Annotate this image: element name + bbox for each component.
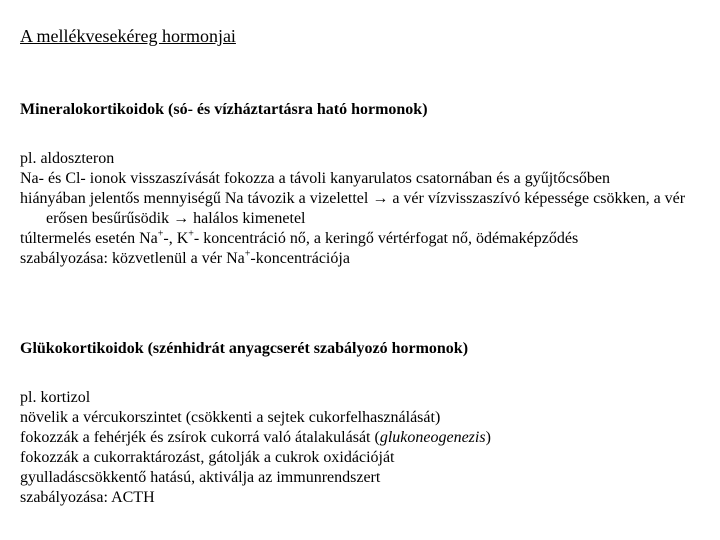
gluco-line-gluconeogenesis xyxy=(20,428,700,448)
mineral-regulation-sup: + xyxy=(244,248,251,260)
gluco-line-antiinflammatory: gyulladáscsökkentő hatású, aktiválja az immunrendszert xyxy=(20,469,381,486)
gluco-gluconeogenesis-text-a: fokozzák a fehérjék és zsírok cukorrá való átalakulását ( xyxy=(20,429,380,446)
mineralocorticoid-text-block xyxy=(20,149,700,269)
mineral-line-deficiency: hiányában jelentős mennyiségű Na távozik a vizelettel → a vér vízvisszaszívó képessége csökken, a vér erősen besűrűsödik → halálos kimenetel xyxy=(20,190,686,227)
mineralocorticoid-heading: Mineralokortikoidok (só- és vízháztartásra ható hormonok) xyxy=(20,101,428,118)
mineral-overproduction-sup-1: + xyxy=(157,228,164,240)
mineral-line-example: pl. aldoszteron xyxy=(20,150,115,167)
gluco-gluconeogenesis-text-b: ) xyxy=(485,429,491,446)
mineral-regulation-text-a: szabályozása: közvetlenül a vér Na xyxy=(20,250,245,267)
gluco-line-storage: fokozzák a cukorraktározást, gátolják a cukrok oxidációját xyxy=(20,449,395,466)
mineral-line-regulation xyxy=(20,249,700,269)
mineral-overproduction-sup-2: + xyxy=(188,228,194,240)
mineral-overproduction-text-b: -, K xyxy=(163,230,189,247)
mineral-line-overproduction xyxy=(20,229,700,249)
gluco-line-example: pl. kortizol xyxy=(20,389,91,406)
mineral-regulation-text-b: -koncentrációja xyxy=(250,250,350,267)
gluco-line-blood-sugar: növelik a vércukorszintet (csökkenti a sejtek cukorfelhasználását) xyxy=(20,409,441,426)
gluco-gluconeogenesis-italic: glukoneogenezis xyxy=(379,429,486,446)
mineral-line-ion-reabsorption: Na- és Cl- ionok visszaszívását fokozza a távoli kanyarulatos csatornában és a gyűjtőcsőben xyxy=(20,170,611,187)
mineral-overproduction-text-c: - koncentráció nő, a keringő vértérfogat nő, ödémaképződés xyxy=(193,230,579,247)
gluco-line-regulation: szabályozása: ACTH xyxy=(20,489,155,506)
page-title: A mellékvesekéreg hormonjai xyxy=(20,26,236,46)
mineral-overproduction-text-a: túltermelés esetén Na xyxy=(20,230,158,247)
glucocorticoid-heading: Glükokortikoidok (szénhidrát anyagcserét szabályozó hormonok) xyxy=(20,340,469,357)
glucocorticoid-text-block xyxy=(20,388,700,508)
